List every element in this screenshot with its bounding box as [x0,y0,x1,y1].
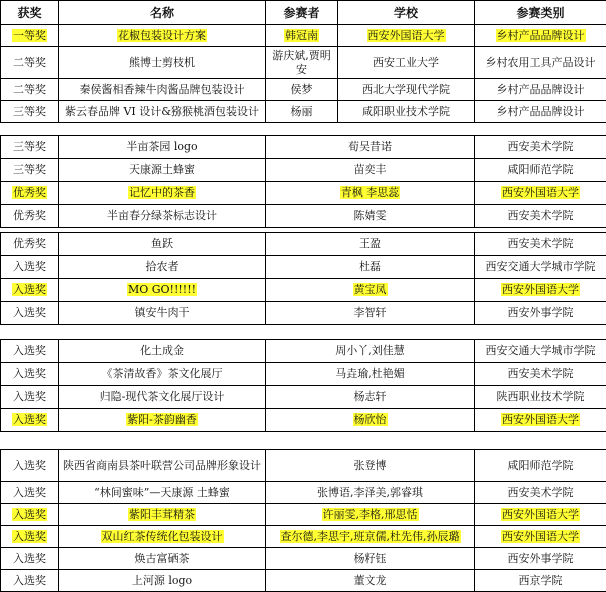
table-row [1,159,606,182]
cell-text: 三等奖 [13,105,46,118]
school-cell [475,205,606,228]
cell-text: 入选奖 [13,459,46,472]
awards-table [0,135,606,228]
entry-name-cell [59,159,266,182]
award-cell [1,136,59,159]
cell-text: 入选奖 [12,508,47,521]
cell-text: 韩冠南 [284,29,319,42]
school-cell [475,526,606,548]
participant-cell [266,47,338,79]
cell-text: 紫阳-茶韵幽香 [126,413,198,426]
cell-text: 入选奖 [13,486,46,499]
cell-text: 镇安牛肉干 [135,306,190,319]
cell-text: 乡村产品品牌设计 [497,83,585,96]
participant-cell [266,101,338,123]
cell-text: 西安外国语大学 [501,530,580,543]
header-category: 参赛类别 [475,1,606,25]
entry-name-cell [59,548,266,570]
cell-text: 陈婧雯 [354,209,387,222]
cell-text: 熊博士剪枝机 [129,56,195,69]
award-cell [1,570,59,592]
cell-text: MO GO!!!!!! [127,283,197,296]
table-segment-5 [0,449,606,592]
cell-text: 入选奖 [13,367,46,380]
cell-text: 西北大学现代学院 [362,83,450,96]
cell-text: 张博语,李泽美,郭睿琪 [317,486,423,499]
table-row [1,340,606,363]
award-cell [1,279,59,302]
school-cell [338,79,475,101]
cell-text: 杨志轩 [354,390,387,403]
cell-text: 杜磊 [359,260,381,273]
cell-text: 咸阳师范学院 [508,459,574,472]
cell-text: 化土成金 [140,344,184,357]
participant-cell [266,363,475,386]
cell-text: 拾农者 [146,260,179,273]
entry-name-cell [59,450,266,482]
award-cell [1,25,59,47]
cell-text: 苗奕丰 [354,163,387,176]
cell-text: 记忆中的茶香 [128,186,196,199]
table-segment-2 [0,135,606,228]
cell-text: 许丽雯,李格,邢思恬 [322,508,419,521]
cell-text: 秦侯酱相香辣牛肉酱品牌包装设计 [80,83,245,96]
entry-name-cell [59,409,266,432]
award-cell [1,548,59,570]
award-cell [1,386,59,409]
header-school: 学校 [338,1,475,25]
category-cell [475,79,606,101]
cell-text: 入选奖 [12,413,47,426]
cell-text: 天康源土蜂蜜 [129,163,195,176]
participant-cell [266,233,475,256]
entry-name-cell [59,136,266,159]
cell-text: 西安交通大学城市学院 [486,344,596,357]
cell-text: 咸阳师范学院 [508,163,574,176]
school-cell [475,340,606,363]
award-cell [1,363,59,386]
table-row [1,182,606,205]
participant-cell [266,526,475,548]
cell-text: 西安外国语大学 [501,283,580,296]
header-award: 获奖 [1,1,59,25]
table-row [1,504,606,526]
table-row [1,570,606,592]
table-row [1,279,606,302]
cell-text: 西安美术学院 [508,237,574,250]
participant-cell [266,159,475,182]
cell-text: 半亩茶园 logo [126,140,197,153]
cell-text: 焕古富硒茶 [135,552,190,565]
cell-text: 入选奖 [13,344,46,357]
cell-text: 西安外国语大学 [501,508,580,521]
awards-table [0,339,606,432]
entry-name-cell [59,363,266,386]
entry-name-cell [59,205,266,228]
participant-cell [266,79,338,101]
cell-text: 董文龙 [354,574,387,587]
cell-text: 周小丫,刘佳慧 [335,344,405,357]
cell-text: 乡村产品品牌设计 [496,29,586,42]
cell-text: 紫云春品牌 VI 设计&猕猴桃酒包装设计 [65,105,259,118]
cell-text: 入选奖 [12,530,47,543]
school-cell [338,47,475,79]
award-cell [1,47,59,79]
cell-text: 陕西职业技术学院 [497,390,585,403]
cell-text: 一等奖 [12,29,47,42]
entry-name-cell [59,279,266,302]
table-row [1,386,606,409]
award-cell [1,101,59,123]
cell-text: 入选奖 [13,552,46,565]
participant-cell [266,279,475,302]
school-cell [338,101,475,123]
award-cell [1,205,59,228]
entry-name-cell [59,47,266,79]
cell-text: 入选奖 [13,260,46,273]
category-cell [475,101,606,123]
participant-cell [266,205,475,228]
cell-text: 入选奖 [12,283,47,296]
participant-cell [266,25,338,47]
table-row [1,256,606,279]
entry-name-cell [59,570,266,592]
entry-name-cell [59,302,266,325]
award-cell [1,340,59,363]
cell-text: 入选奖 [13,390,46,403]
entry-name-cell [59,340,266,363]
cell-text: 杨欣怡 [353,413,388,426]
entry-name-cell [59,101,266,123]
table-row [1,482,606,504]
table-row [1,101,606,123]
award-cell [1,450,59,482]
table-row [1,450,606,482]
cell-text: 侯梦 [291,83,313,96]
entry-name-cell [59,504,266,526]
cell-text: 西安美术学院 [508,209,574,222]
cell-text: 三等奖 [13,140,46,153]
cell-text: 西安交通大学城市学院 [486,260,596,273]
school-cell [475,570,606,592]
table-row [1,363,606,386]
school-cell [338,25,475,47]
school-cell [475,548,606,570]
participant-cell [266,450,475,482]
cell-text: 《茶清故香》茶文化展厅 [102,367,223,380]
table-segment-1 [0,0,606,123]
cell-text: “林间蜜味”—天康源 土蜂蜜 [94,486,230,499]
cell-text: 三等奖 [13,163,46,176]
table-row [1,25,606,47]
awards-table-main [0,0,606,123]
cell-text: 双山红茶传统化包装设计 [101,530,224,543]
table-row [1,205,606,228]
entry-name-cell [59,182,266,205]
cell-text: 陕西省商南县茶叶联营公司品牌形象设计 [63,459,261,472]
table-segment-3 [0,232,606,325]
award-cell [1,504,59,526]
cell-text: 入选奖 [13,306,46,319]
cell-text: 二等奖 [13,83,46,96]
cell-text: 二等奖 [13,56,46,69]
participant-cell [266,256,475,279]
category-cell [475,47,606,79]
entry-name-cell [59,386,266,409]
cell-text: 上河源 logo [132,574,192,587]
cell-text: 半亩春分绿茶标志设计 [107,209,217,222]
cell-text: 优秀奖 [13,237,46,250]
award-cell [1,409,59,432]
participant-cell [266,409,475,432]
cell-text: 王盈 [359,237,381,250]
cell-text: 青枫 李思蕊 [340,186,401,199]
table-segment-4 [0,339,606,432]
participant-cell [266,136,475,159]
participant-cell [266,386,475,409]
school-cell [475,302,606,325]
cell-text: 乡村农用工具产品设计 [486,56,596,69]
cell-text: 西安外国语大学 [501,413,580,426]
awards-table [0,232,606,325]
school-cell [475,386,606,409]
cell-text: 游庆斌,贾明安 [272,49,331,76]
school-cell [475,482,606,504]
awards-table [0,449,606,592]
cell-text: 西安外国语大学 [501,186,580,199]
school-cell [475,159,606,182]
cell-text: 优秀奖 [12,186,47,199]
cell-text: 西安外事学院 [508,552,574,565]
award-cell [1,302,59,325]
award-cell [1,159,59,182]
cell-text: 花椒包装设计方案 [117,29,207,42]
cell-text: 杨丽 [291,105,313,118]
cell-text: 西安工业大学 [373,56,439,69]
award-cell [1,482,59,504]
table-row [1,47,606,79]
entry-name-cell [59,482,266,504]
school-cell [475,256,606,279]
entry-name-cell [59,25,266,47]
participant-cell [266,302,475,325]
table-header-row [1,1,606,25]
cell-text: 西京学院 [519,574,563,587]
school-cell [475,363,606,386]
participant-cell [266,548,475,570]
entry-name-cell [59,256,266,279]
participant-cell [266,570,475,592]
header-entry-name: 名称 [59,1,266,25]
cell-text: 归隐-现代茶文化展厅设计 [100,390,225,403]
participant-cell [266,340,475,363]
cell-text: 西安美术学院 [508,367,574,380]
table-row [1,233,606,256]
award-cell [1,526,59,548]
cell-text: 黄宝凤 [353,283,388,296]
cell-text: 马垚瑜,杜艳媚 [335,367,405,380]
cell-text: 鱼跃 [151,237,173,250]
school-cell [475,409,606,432]
school-cell [475,182,606,205]
cell-text: 杨籽钰 [354,552,387,565]
header-participant: 参赛者 [266,1,338,25]
table-row [1,526,606,548]
cell-text: 张登博 [354,459,387,472]
table-row [1,79,606,101]
cell-text: 李智轩 [354,306,387,319]
award-cell [1,182,59,205]
cell-text: 西安美术学院 [508,486,574,499]
table-row [1,136,606,159]
participant-cell [266,504,475,526]
award-cell [1,233,59,256]
table-row [1,302,606,325]
participant-cell [266,482,475,504]
cell-text: 优秀奖 [13,209,46,222]
school-cell [475,136,606,159]
cell-text: 荀吴昔诺 [348,140,392,153]
category-cell [475,25,606,47]
cell-text: 西安美术学院 [508,140,574,153]
entry-name-cell [59,79,266,101]
award-cell [1,256,59,279]
cell-text: 西安外事学院 [508,306,574,319]
cell-text: 查尔德,李思宇,班京儒,杜先伟,孙辰璐 [280,530,461,543]
award-cell [1,79,59,101]
table-row [1,409,606,432]
cell-text: 入选奖 [13,574,46,587]
entry-name-cell [59,526,266,548]
school-cell [475,233,606,256]
participant-cell [266,182,475,205]
school-cell [475,504,606,526]
school-cell [475,450,606,482]
entry-name-cell [59,233,266,256]
table-row [1,548,606,570]
cell-text: 乡村产品品牌设计 [497,105,585,118]
cell-text: 紫阳丰茸精茶 [128,508,196,521]
cell-text: 咸阳职业技术学院 [362,105,450,118]
cell-text: 西安外国语大学 [367,29,446,42]
school-cell [475,279,606,302]
